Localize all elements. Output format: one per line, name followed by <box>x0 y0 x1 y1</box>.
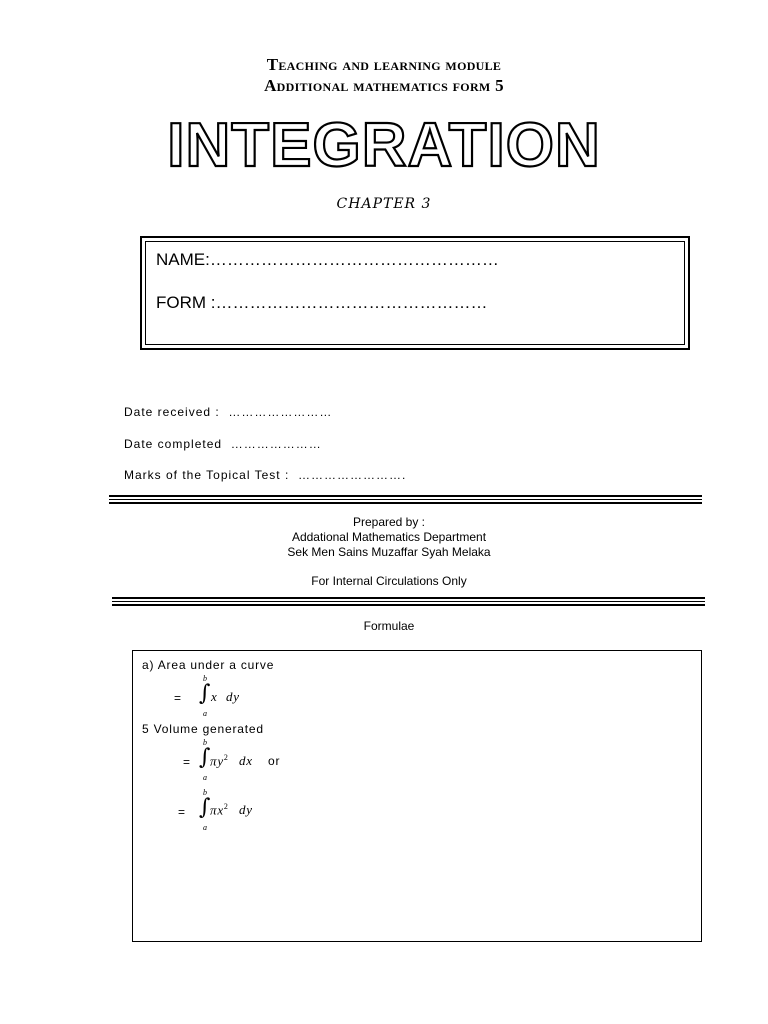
date-received-row <box>124 405 332 419</box>
header-line-1: Teaching and learning module <box>266 55 502 74</box>
equals-sign: = <box>174 691 182 705</box>
divider-rule <box>112 597 705 608</box>
lower-limit: a <box>203 773 207 782</box>
upper-limit: b <box>203 738 207 747</box>
department-name: Addational Mathematics Department <box>291 530 487 544</box>
volume-heading: 5 Volume generated <box>142 722 264 736</box>
integral-sign: ∫ <box>199 681 212 706</box>
equals-sign: = <box>183 755 191 769</box>
lower-limit: a <box>203 709 207 718</box>
circulation-note: For Internal Circulations Only <box>311 574 467 588</box>
prepared-by: Prepared by : <box>352 515 426 529</box>
volume-y-variable: dx <box>239 753 253 768</box>
marks-row <box>124 468 406 482</box>
formulae-title: Formulae <box>363 619 415 633</box>
date-completed-field[interactable]: ………………… <box>230 437 322 451</box>
marks-field[interactable]: ……………………. <box>297 468 407 482</box>
date-completed-row <box>124 437 322 451</box>
upper-limit: b <box>203 788 207 797</box>
area-integrand: x <box>211 689 218 704</box>
area-variable: dy <box>226 689 240 704</box>
or-text: or <box>268 754 281 768</box>
date-completed-label: Date completed <box>124 437 223 451</box>
date-received-label: Date received : <box>124 405 220 419</box>
school-name: Sek Men Sains Muzaffar Syah Melaka <box>287 545 491 559</box>
lower-limit: a <box>203 823 207 832</box>
marks-label: Marks of the Topical Test : <box>124 468 290 482</box>
form-row <box>156 293 488 313</box>
volume-x-variable: dy <box>239 802 253 817</box>
form-label: FORM : <box>156 293 216 312</box>
name-row <box>156 250 499 270</box>
student-info-box <box>140 236 690 350</box>
divider-rule <box>109 495 702 506</box>
page-title: INTEGRATION <box>167 111 601 180</box>
date-received-field[interactable]: …………………… <box>228 405 333 419</box>
name-label: NAME: <box>156 250 210 269</box>
upper-limit: b <box>203 674 207 683</box>
form-field[interactable]: ………………………………………… <box>215 293 488 312</box>
header-line-2: Additional mathematics form 5 <box>264 76 504 95</box>
area-heading: a) Area under a curve <box>142 658 275 672</box>
chapter-label: CHAPTER 3 <box>336 196 432 212</box>
volume-x-integrand: $\pi x^2$ <box>210 802 229 818</box>
integral-sign: ∫ <box>199 745 212 770</box>
name-field[interactable]: …………………………………………… <box>209 250 499 269</box>
formula-box <box>132 650 702 942</box>
volume-y-integrand: $\pi y^2$ <box>210 753 229 769</box>
equals-sign: = <box>178 805 186 819</box>
integral-sign: ∫ <box>199 795 212 820</box>
